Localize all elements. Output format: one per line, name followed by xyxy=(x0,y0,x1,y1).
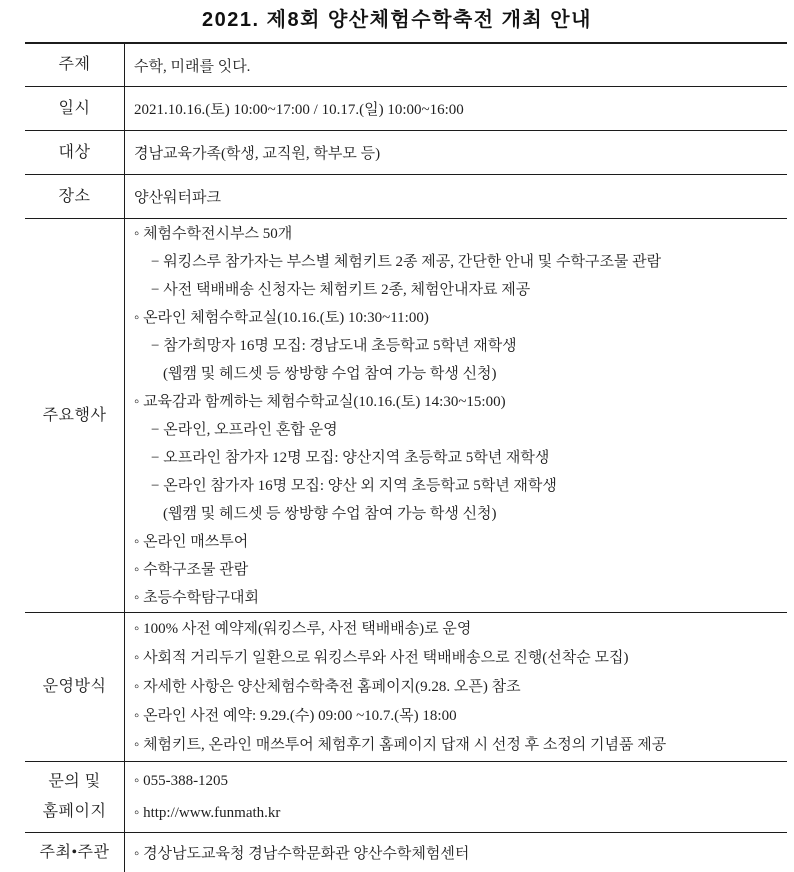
row-header-contact xyxy=(25,762,125,832)
row-header-label: 문의 및 xyxy=(48,773,101,790)
content-line: − 사전 택배배송 신청자는 체험키트 2종, 체험안내자료 제공 xyxy=(151,281,531,298)
content-line: ◦ 100% 사전 예약제(워킹스루, 사전 택배배송)로 운영 xyxy=(134,620,472,637)
content-line: (웹캠 및 헤드셋 등 쌍방향 수업 참여 가능 학생 신청) xyxy=(163,365,497,382)
content-line: (웹캠 및 헤드셋 등 쌍방향 수업 참여 가능 학생 신청) xyxy=(163,505,497,522)
row-content-topic xyxy=(125,44,787,86)
row-header-label: 일시 xyxy=(58,99,91,117)
title-bar xyxy=(0,0,794,42)
table-row-venue xyxy=(25,175,787,219)
content-line: − 워킹스루 참가자는 부스별 체험키트 2종 제공, 간단한 안내 및 수학구조물 관람 xyxy=(151,253,662,270)
row-content-datetime xyxy=(125,87,787,130)
row-header-label: 홈페이지 xyxy=(42,803,107,820)
content-line: ◦ 자세한 사항은 양산체험수학축전 홈페이지(9.28. 오픈) 참조 xyxy=(134,678,521,695)
content-line: ◦ 온라인 사전 예약: 9.29.(수) 09:00 ~10.7.(목) 18:00 xyxy=(134,707,457,724)
row-header-label: 대상 xyxy=(58,143,91,161)
content-line: ◦ 수학구조물 관람 xyxy=(134,561,249,578)
row-content-main-events xyxy=(125,219,787,612)
content-line: ◦ 온라인 매쓰투어 xyxy=(134,533,249,550)
table-row-contact xyxy=(25,762,787,833)
row-header-label: 주최•주관 xyxy=(39,843,110,861)
content-line: ◦ 체험수학전시부스 50개 xyxy=(134,225,293,242)
row-content-audience xyxy=(125,131,787,174)
content-line: ◦ 초등수학탐구대회 xyxy=(134,589,259,606)
row-header-host xyxy=(25,833,125,872)
content-line: − 온라인, 오프라인 혼합 운영 xyxy=(151,421,338,438)
content-line: − 오프라인 참가자 12명 모집: 양산지역 초등학교 5학년 재학생 xyxy=(151,449,550,466)
content-line: ◦ 체험키트, 온라인 매쓰투어 체험후기 홈페이지 답재 시 선정 후 소정의 기념품 제공 xyxy=(134,736,667,753)
row-header-main-events xyxy=(25,219,125,612)
table-row-topic xyxy=(25,44,787,87)
content-line: 경남교육가족(학생, 교직원, 학부모 등) xyxy=(134,146,381,162)
row-header-label: 주제 xyxy=(58,56,91,73)
table-row-operation xyxy=(25,613,787,762)
row-content-operation xyxy=(125,613,787,761)
content-line: ◦ 교육감과 함께하는 체험수학교실(10.16.(토) 14:30~15:00) xyxy=(134,393,506,410)
row-header-datetime xyxy=(25,87,125,130)
row-content-venue xyxy=(125,175,787,218)
row-header-venue xyxy=(25,175,125,218)
content-line: ◦ 온라인 체험수학교실(10.16.(토) 10:30~11:00) xyxy=(134,309,429,326)
content-line: 2021.10.16.(토) 10:00~17:00 / 10.17.(일) 10:00~16:00 xyxy=(134,102,464,118)
table-row-main-events xyxy=(25,219,787,613)
row-header-label: 장소 xyxy=(58,187,91,205)
content-line: ◦ 사회적 거리두기 일환으로 워킹스루와 사전 택배배송으로 진행(선착순 모집) xyxy=(134,649,629,666)
row-header-topic xyxy=(25,44,125,86)
content-line: 양산워터파크 xyxy=(134,190,221,206)
table-row-host xyxy=(25,833,787,872)
row-header-label: 주요행사 xyxy=(42,406,107,424)
content-line: 수학, 미래를 잇다. xyxy=(134,58,251,75)
info-table xyxy=(25,42,787,872)
page-title: 2021. 제8회 양산체험수학축전 개최 안내 xyxy=(202,9,592,31)
row-content-host xyxy=(125,833,787,872)
row-header-audience xyxy=(25,131,125,174)
row-header-operation xyxy=(25,613,125,761)
content-line: − 온라인 참가자 16명 모집: 양산 외 지역 초등학교 5학년 재학생 xyxy=(151,477,557,494)
row-content-contact xyxy=(125,762,787,832)
table-row-datetime xyxy=(25,87,787,131)
contact-homepage-url: ◦ http://www.funmath.kr xyxy=(134,805,281,821)
row-header-label: 운영방식 xyxy=(42,678,107,695)
table-row-audience xyxy=(25,131,787,175)
content-line: − 참가희망자 16명 모집: 경남도내 초등학교 5학년 재학생 xyxy=(151,337,517,354)
contact-phone: ◦ 055-388-1205 xyxy=(134,773,229,789)
content-line: ◦ 경상남도교육청 경남수학문화관 양산수학체험센터 xyxy=(134,846,470,862)
